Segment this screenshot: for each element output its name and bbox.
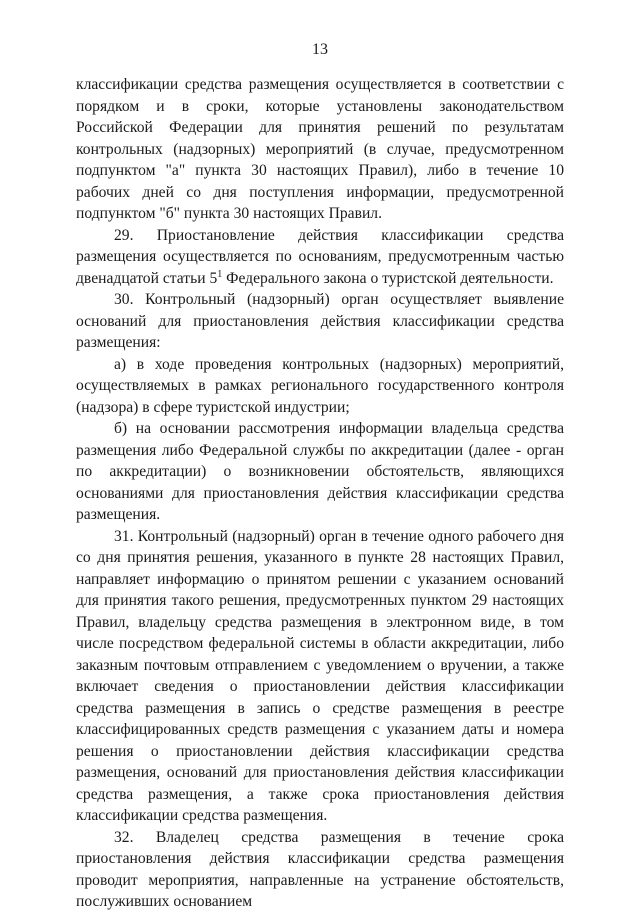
paragraph-29-text: 29. Приостановление действия классификации средства размещения осуществляется по основаниям, предусмотренным частью двенадцатой статьи 5 bbox=[76, 226, 564, 287]
paragraph-32: 32. Владелец средства размещения в течение срока приостановления действия классификации средства размещения проводит мероприятия, направленные на устранение обстоятельств, послуживших основанием bbox=[76, 828, 564, 910]
article-superscript: 1 bbox=[217, 268, 223, 280]
paragraph-30-a: а) в ходе проведения контрольных (надзорных) мероприятий, осуществляемых в рамках регионального государственного контроля (надзора) в сфере туристской индустрии; bbox=[76, 355, 564, 416]
paragraph-30: 30. Контрольный (надзорный) орган осуществляет выявление оснований для приостановления действия классификации средства размещения: bbox=[76, 291, 564, 351]
paragraph-30-b: б) на основании рассмотрения информации владельца средства размещения либо Федеральной службы по аккредитации (далее - орган по аккредитации) о возникновении обстоятельств, являющихся основаниями для приостановления действия классификации средства размещения. bbox=[76, 420, 564, 523]
paragraph-29 bbox=[76, 225, 564, 290]
document-body bbox=[76, 74, 564, 913]
page-number: 13 bbox=[312, 41, 328, 58]
paragraph-29-text-end: Федерального закона о туристской деятельности. bbox=[222, 269, 554, 287]
paragraph-continuation: классификации средства размещения осуществляется в соответствии с порядком и в сроки, которые установлены законодательством Российской Федерации для принятия решений по результатам контрольных (надзорных) мероприятий (в случае, предусмотренном подпунктом "а" пункта 30 настоящих Правил), либо в течение 10 рабочих дней со дня поступления информации, предусмотренной подпунктом "б" пункта 30 настоящих Правил. bbox=[76, 76, 564, 222]
paragraph-31: 31. Контрольный (надзорный) орган в течение одного рабочего дня со дня принятия решения, указанного в пункте 28 настоящих Правил, направляет информацию о принятом решении с указанием оснований для принятия такого решения, предусмотренных пунктом 29 настоящих Правил, владельцу средства размещения в электронном виде, в том числе посредством федеральной системы в области аккредитации, либо заказным почтовым отправлением с уведомлением о вручении, а также включает сведения о приостановлении действия классификации средства размещения в запись о средстве размещения в реестре классифицированных средств размещения с указанием даты и номера решения о приостановлении действия классификации средства размещения, оснований для приостановления действия классификации средства размещения, а также срока приостановления действия классификации средства размещения. bbox=[76, 527, 564, 824]
